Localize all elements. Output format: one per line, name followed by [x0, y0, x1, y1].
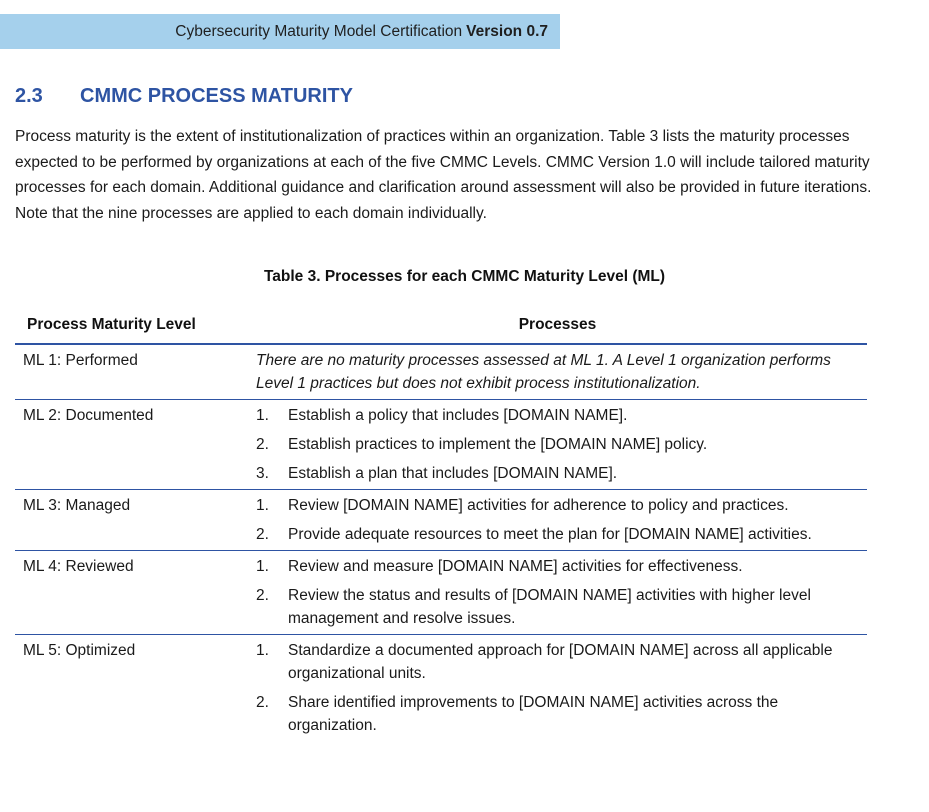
list-item-number: 2.: [256, 526, 269, 543]
column-header-processes: Processes: [248, 307, 867, 344]
list-item: [256, 691, 867, 737]
document-header-banner: [0, 14, 560, 49]
list-item-text: Share identified improvements to [DOMAIN NAME] activities across the organization.: [288, 694, 779, 734]
processes-note: There are no maturity processes assessed at ML 1. A Level 1 organization performs Level 1 practices but does not exhibit process institutionalization.: [248, 344, 867, 400]
list-item: [256, 639, 867, 685]
table-header-row: [15, 307, 867, 344]
list-item-text: Establish a policy that includes [DOMAIN NAME].: [288, 407, 628, 424]
list-item-number: 1.: [256, 558, 269, 575]
processes-cell: [248, 490, 867, 551]
processes-cell: [248, 551, 867, 635]
list-item: [256, 523, 867, 546]
list-item: [256, 462, 867, 485]
level-cell: ML 5: Optimized: [23, 642, 136, 659]
table-row-ml2: [15, 400, 867, 490]
section-number: 2.3: [15, 85, 43, 107]
list-item-number: 2.: [256, 436, 269, 453]
table-row-ml5: [15, 635, 867, 742]
intro-paragraph: Process maturity is the extent of institutionalization of practices within an organization. Table 3 lists the maturity processes expected to be performed by organizations at each of the five CMMC Levels. CMMC Version 1.0 will include tailored maturity processes for each domain. Additional guidance and clarification around assessment will also be provided in future iterations. Note that the nine processes are applied to each domain individually.: [15, 128, 872, 222]
list-item-text: Standardize a documented approach for [DOMAIN NAME] across all applicable organizational units.: [288, 642, 833, 682]
list-item-text: Review [DOMAIN NAME] activities for adherence to policy and practices.: [288, 497, 789, 514]
process-list: [256, 494, 867, 546]
section-title: CMMC PROCESS MATURITY: [80, 85, 353, 107]
list-item-number: 1.: [256, 407, 269, 424]
header-title: Cybersecurity Maturity Model Certification: [175, 22, 463, 40]
list-item-text: Review the status and results of [DOMAIN NAME] activities with higher level management and resolve issues.: [288, 587, 811, 627]
list-item: [256, 433, 867, 456]
list-item: [256, 404, 867, 427]
processes-cell: [248, 400, 867, 490]
list-item-text: Establish a plan that includes [DOMAIN NAME].: [288, 465, 618, 482]
list-item-number: 2.: [256, 587, 269, 604]
list-item-text: Establish practices to implement the [DOMAIN NAME] policy.: [288, 436, 708, 453]
process-list: [256, 639, 867, 737]
level-cell: ML 2: Documented: [15, 400, 248, 490]
process-list: [256, 404, 867, 485]
level-cell: ML 1: Performed: [15, 344, 248, 400]
list-item-number: 1.: [256, 642, 269, 659]
section-heading: [15, 85, 353, 108]
list-item-text: Review and measure [DOMAIN NAME] activities for effectiveness.: [288, 558, 743, 575]
level-cell: ML 4: Reviewed: [15, 551, 248, 635]
process-list: [256, 555, 867, 630]
level-cell: ML 3: Managed: [15, 490, 248, 551]
list-item-text: Provide adequate resources to meet the plan for [DOMAIN NAME] activities.: [288, 526, 812, 543]
list-item-number: 3.: [256, 465, 269, 482]
table-caption: Table 3. Processes for each CMMC Maturity Level (ML): [263, 268, 666, 285]
list-item: [256, 494, 867, 517]
processes-cell: [248, 635, 867, 742]
header-version: Version 0.7: [466, 22, 548, 40]
table-row-ml3: [15, 490, 867, 551]
table-row-ml4: [15, 551, 867, 635]
list-item: [256, 584, 867, 630]
list-item: [256, 555, 867, 578]
list-item-number: 1.: [256, 497, 269, 514]
table-row-ml1: [15, 344, 867, 400]
column-header-level: Process Maturity Level: [15, 307, 248, 344]
process-maturity-table: [15, 307, 867, 741]
list-item-number: 2.: [256, 694, 269, 711]
